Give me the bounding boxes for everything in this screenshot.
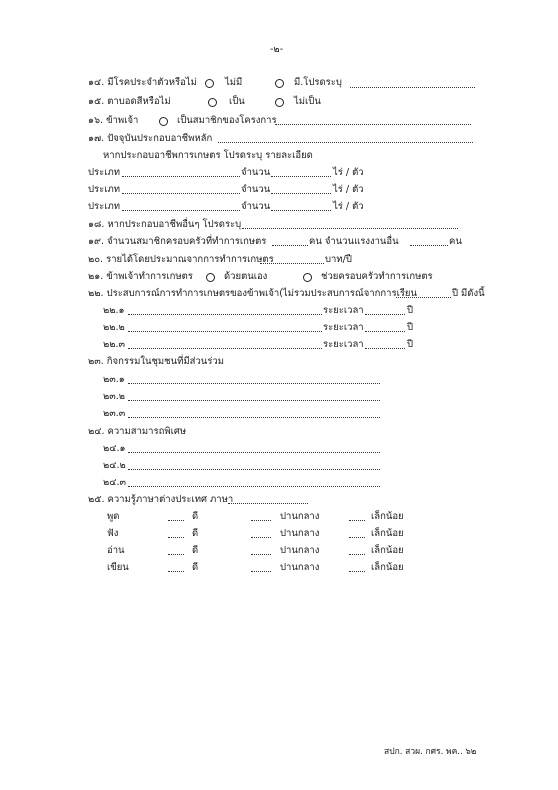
q25-level-medium: ปานกลาง xyxy=(280,511,320,522)
q22-period-field[interactable] xyxy=(365,322,405,332)
q25-level-medium: ปานกลาง xyxy=(280,562,320,573)
q22-item-label: ๒๒.๓ xyxy=(103,339,126,350)
q20-label: ๒๐. รายได้โดยประมาณจากการทำการเกษตร xyxy=(88,254,274,265)
q22-item-field[interactable] xyxy=(128,339,322,349)
q15-radio-yes[interactable] xyxy=(208,98,217,107)
q17-type-field[interactable] xyxy=(122,184,240,194)
q22-period-field[interactable] xyxy=(365,339,405,349)
q19-labor-field[interactable] xyxy=(410,236,448,246)
q25-check-good[interactable] xyxy=(168,545,184,555)
q22-period-field[interactable] xyxy=(365,305,405,315)
q22-years-field[interactable] xyxy=(396,288,451,298)
q14-radio-yes[interactable] xyxy=(275,79,284,88)
q15-label: ๑๕. ตาบอดสีหรือไม่ xyxy=(88,96,171,107)
q20-income-field[interactable] xyxy=(260,254,324,264)
q22-year-label: ปี xyxy=(407,305,414,316)
q25-check-good[interactable] xyxy=(168,562,184,572)
q17-amount-label: จำนวน xyxy=(241,167,271,178)
q16-project-field[interactable] xyxy=(275,115,471,125)
q25-level-good: ดี xyxy=(192,528,199,539)
q25-skill-speak: พูด xyxy=(107,511,120,522)
q22-label: ๒๒. ประสบการณ์การทำการเกษตรของข้าพเจ้า(ไม่รวมประสบการณ์จากการเรียน xyxy=(88,288,417,299)
q23-item-field[interactable] xyxy=(128,391,380,401)
q25-check-medium[interactable] xyxy=(251,528,271,538)
q22-period-label: ระยะเวลา xyxy=(323,322,364,333)
q22-period-label: ระยะเวลา xyxy=(323,339,364,350)
q23-item-label: ๒๓.๑ xyxy=(103,374,125,385)
q22-item-label: ๒๒.๑ xyxy=(103,305,125,316)
q24-item-field[interactable] xyxy=(128,477,380,487)
q25-level-medium: ปานกลาง xyxy=(280,528,320,539)
q17-amount-field[interactable] xyxy=(271,201,331,211)
q20-unit: บาท/ปี xyxy=(325,254,352,265)
q23-item-field[interactable] xyxy=(128,408,380,418)
q14-radio-no[interactable] xyxy=(205,79,214,88)
q25-level-little: เล็กน้อย xyxy=(371,511,404,522)
q22-year-label: ปี xyxy=(407,339,414,350)
q25-check-medium[interactable] xyxy=(251,511,271,521)
q25-check-medium[interactable] xyxy=(251,545,271,555)
q24-item-field[interactable] xyxy=(128,443,380,453)
q17-type-label: ประเภท xyxy=(88,184,121,195)
q17-occupation-field[interactable] xyxy=(218,133,473,143)
q21-radio-family[interactable] xyxy=(303,273,312,282)
q15-opt-no: ไม่เป็น xyxy=(294,96,321,107)
q25-level-good: ดี xyxy=(192,511,199,522)
q25-skill-read: อ่าน xyxy=(107,545,125,556)
q24-item-label: ๒๔.๑ xyxy=(103,443,126,454)
q17-type-field[interactable] xyxy=(122,167,240,177)
q25-check-little[interactable] xyxy=(349,562,365,572)
q25-skill-listen: ฟัง xyxy=(107,528,119,539)
q22-item-field[interactable] xyxy=(128,322,322,332)
q25-check-little[interactable] xyxy=(349,545,365,555)
q15-radio-no[interactable] xyxy=(275,98,284,107)
q25-check-little[interactable] xyxy=(349,528,365,538)
q24-item-label: ๒๔.๒ xyxy=(103,460,126,471)
q17-unit-label: ไร่ / ตัว xyxy=(333,201,364,212)
q23-item-field[interactable] xyxy=(128,374,380,384)
footer-code: สปก. สวผ. กศร. พค.. ๖๒ xyxy=(384,747,477,757)
q14-opt-no: ไม่มี xyxy=(225,77,243,88)
q21-opt-family: ช่วยครอบครัวทำการเกษตร xyxy=(321,271,433,282)
q17-type-label: ประเภท xyxy=(88,167,121,178)
q25-level-little: เล็กน้อย xyxy=(371,545,404,556)
page-number: -๒- xyxy=(270,44,284,55)
q21-opt-self: ด้วยตนเอง xyxy=(224,271,268,282)
q21-radio-self[interactable] xyxy=(206,273,215,282)
q16-radio-member[interactable] xyxy=(159,117,168,126)
q17-unit-label: ไร่ / ตัว xyxy=(333,184,364,195)
q14-opt-yes: มี.โปรดระบุ xyxy=(294,77,342,88)
q25-check-good[interactable] xyxy=(168,511,184,521)
q18-label: ๑๘. หากประกอบอาชีพอื่นๆ โปรดระบุ xyxy=(88,219,242,230)
q19-unit1: คน จำนวนแรงงานอื่น xyxy=(309,236,399,247)
q24-item-field[interactable] xyxy=(128,460,380,470)
q25-check-little[interactable] xyxy=(349,511,365,521)
q25-check-medium[interactable] xyxy=(251,562,271,572)
q19-members-field[interactable] xyxy=(272,236,308,246)
q22-label-end: ปี มีดังนี้ xyxy=(452,288,485,299)
q14-specify-field[interactable] xyxy=(350,78,475,88)
q25-level-little: เล็กน้อย xyxy=(371,528,404,539)
q21-label: ๒๑. ข้าพเจ้าทำการเกษตร xyxy=(88,271,193,282)
q23-label: ๒๓. กิจกรรมในชุมชนที่มีส่วนร่วม xyxy=(88,356,224,367)
q25-level-good: ดี xyxy=(192,562,199,573)
q16-label: ๑๖. ข้าพเจ้า xyxy=(88,115,139,126)
q17-amount-label: จำนวน xyxy=(241,201,271,212)
q25-check-good[interactable] xyxy=(168,528,184,538)
q19-unit2: คน xyxy=(449,236,462,247)
q19-label: ๑๙. จำนวนสมาชิกครอบครัวที่ทำการเกษตร xyxy=(88,236,267,247)
q18-other-field[interactable] xyxy=(242,219,458,229)
q17-label: ๑๗. ปัจจุบันประกอบอาชีพหลัก xyxy=(88,133,213,144)
q17-type-field[interactable] xyxy=(122,201,240,211)
q17-amount-label: จำนวน xyxy=(241,184,271,195)
q17-amount-field[interactable] xyxy=(271,167,331,177)
q17-unit-label: ไร่ / ตัว xyxy=(333,167,364,178)
q25-level-little: เล็กน้อย xyxy=(371,562,404,573)
q15-opt-yes: เป็น xyxy=(229,96,245,107)
q17-type-label: ประเภท xyxy=(88,201,121,212)
q24-label: ๒๔. ความสามารถพิเศษ xyxy=(88,426,187,437)
q16-opt-member: เป็นสมาชิกของโครงการ xyxy=(177,115,277,126)
q17-sub: หากประกอบอาชีพการเกษตร โปรดระบุ รายละเอียด xyxy=(103,150,313,161)
q22-item-label: ๒๒.๒ xyxy=(103,322,125,333)
q23-item-label: ๒๓.๒ xyxy=(103,391,126,402)
q25-label: ๒๕. ความรู้ภาษาต่างประเทศ ภาษา xyxy=(88,494,234,505)
q25-language-field[interactable] xyxy=(228,494,308,504)
q25-level-good: ดี xyxy=(192,545,199,556)
q14-label: ๑๔. มีโรคประจำตัวหรือไม่ xyxy=(88,77,197,88)
q25-skill-write: เขียน xyxy=(107,562,129,573)
q22-year-label: ปี xyxy=(407,322,414,333)
q24-item-label: ๒๔.๓ xyxy=(103,477,126,488)
q17-amount-field[interactable] xyxy=(271,184,331,194)
q22-item-field[interactable] xyxy=(128,305,322,315)
q22-period-label: ระยะเวลา xyxy=(323,305,364,316)
q23-item-label: ๒๓.๓ xyxy=(103,408,126,419)
q25-level-medium: ปานกลาง xyxy=(280,545,320,556)
